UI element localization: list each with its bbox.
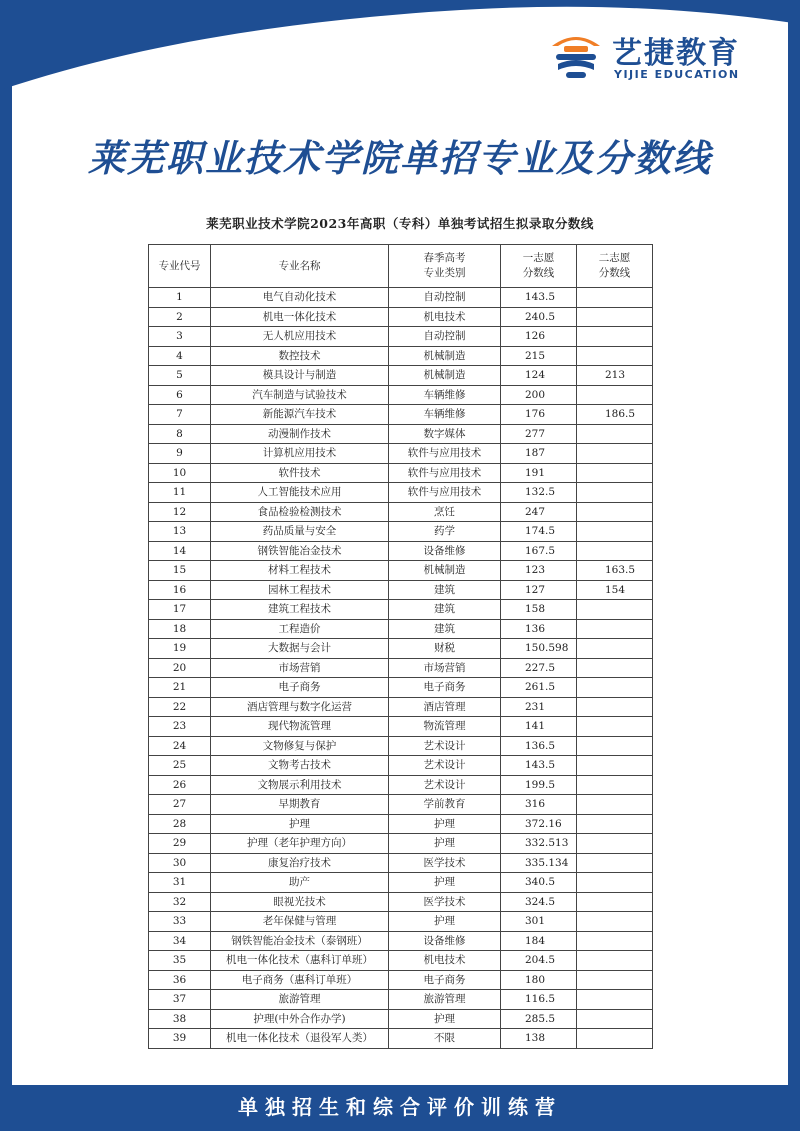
cell-first-score: 143.5: [501, 756, 577, 776]
cell-code: 23: [149, 717, 211, 737]
cell-name: 电气自动化技术: [211, 288, 389, 308]
cell-first-score: 215: [501, 346, 577, 366]
cell-category: 机电技术: [389, 307, 501, 327]
cell-code: 39: [149, 1029, 211, 1049]
cell-second-score: 213: [577, 366, 653, 386]
table-row: [149, 405, 653, 425]
cell-name: 酒店管理与数字化运营: [211, 697, 389, 717]
table-row: [149, 463, 653, 483]
cell-category: 机械制造: [389, 366, 501, 386]
cell-name: 电子商务: [211, 678, 389, 698]
table-header-row: [149, 245, 653, 288]
cell-code: 11: [149, 483, 211, 503]
cell-code: 10: [149, 463, 211, 483]
cell-code: 34: [149, 931, 211, 951]
table-row: [149, 775, 653, 795]
cell-name: 旅游管理: [211, 990, 389, 1010]
cell-first-score: 247: [501, 502, 577, 522]
cell-name: 护理（老年护理方向）: [211, 834, 389, 854]
cell-name: 新能源汽车技术: [211, 405, 389, 425]
table-row: [149, 970, 653, 990]
cell-second-score: [577, 483, 653, 503]
cell-second-score: [577, 814, 653, 834]
table-row: [149, 697, 653, 717]
footer-slogan: 单独招生和综合评价训练营: [238, 1095, 562, 1119]
cell-code: 38: [149, 1009, 211, 1029]
table-row: [149, 990, 653, 1010]
cell-first-score: 143.5: [501, 288, 577, 308]
cell-category: 自动控制: [389, 288, 501, 308]
cell-first-score: 136.5: [501, 736, 577, 756]
cell-category: 烹饪: [389, 502, 501, 522]
cell-code: 32: [149, 892, 211, 912]
cell-first-score: 180: [501, 970, 577, 990]
cell-category: 软件与应用技术: [389, 483, 501, 503]
cell-first-score: 167.5: [501, 541, 577, 561]
table-row: [149, 502, 653, 522]
header-category-line2: 专业类别: [423, 267, 466, 279]
cell-first-score: 316: [501, 795, 577, 815]
table-row: [149, 561, 653, 581]
header-category-line1: 春季高考: [423, 252, 466, 264]
cell-second-score: [577, 1009, 653, 1029]
table-row: [149, 951, 653, 971]
cell-code: 17: [149, 600, 211, 620]
cell-code: 1: [149, 288, 211, 308]
cell-first-score: 141: [501, 717, 577, 737]
cell-code: 3: [149, 327, 211, 347]
cell-name: 市场营销: [211, 658, 389, 678]
cell-second-score: [577, 463, 653, 483]
cell-category: 设备维修: [389, 931, 501, 951]
cell-name: 机电一体化技术: [211, 307, 389, 327]
cell-second-score: [577, 853, 653, 873]
cell-code: 30: [149, 853, 211, 873]
cell-code: 29: [149, 834, 211, 854]
cell-name: 动漫制作技术: [211, 424, 389, 444]
cell-category: 艺术设计: [389, 775, 501, 795]
cell-second-score: [577, 756, 653, 776]
cell-category: 护理: [389, 814, 501, 834]
cell-second-score: [577, 444, 653, 464]
cell-first-score: 136: [501, 619, 577, 639]
cell-second-score: [577, 327, 653, 347]
cell-name: 文物展示利用技术: [211, 775, 389, 795]
cell-first-score: 332.513: [501, 834, 577, 854]
cell-first-score: 335.134: [501, 853, 577, 873]
cell-first-score: 176: [501, 405, 577, 425]
cell-code: 16: [149, 580, 211, 600]
cell-second-score: 186.5: [577, 405, 653, 425]
table-row: [149, 639, 653, 659]
cell-second-score: [577, 307, 653, 327]
cell-second-score: [577, 795, 653, 815]
cell-code: 28: [149, 814, 211, 834]
table-row: [149, 658, 653, 678]
cell-first-score: 150.598: [501, 639, 577, 659]
cell-category: 自动控制: [389, 327, 501, 347]
cell-category: 不限: [389, 1029, 501, 1049]
cell-category: 财税: [389, 639, 501, 659]
cell-first-score: 184: [501, 931, 577, 951]
cell-category: 旅游管理: [389, 990, 501, 1010]
table-row: [149, 366, 653, 386]
cell-first-score: 285.5: [501, 1009, 577, 1029]
cell-code: 7: [149, 405, 211, 425]
cell-name: 机电一体化技术（退役军人类）: [211, 1029, 389, 1049]
table-row: [149, 1009, 653, 1029]
cell-second-score: [577, 892, 653, 912]
cell-second-score: 154: [577, 580, 653, 600]
cell-name: 无人机应用技术: [211, 327, 389, 347]
cell-code: 26: [149, 775, 211, 795]
cell-category: 学前教育: [389, 795, 501, 815]
cell-second-score: [577, 678, 653, 698]
table-row: [149, 1029, 653, 1049]
cell-name: 钢铁智能冶金技术（泰钢班）: [211, 931, 389, 951]
cell-name: 早期教育: [211, 795, 389, 815]
cell-code: 21: [149, 678, 211, 698]
cell-code: 31: [149, 873, 211, 893]
cell-name: 钢铁智能冶金技术: [211, 541, 389, 561]
cell-category: 软件与应用技术: [389, 463, 501, 483]
header-first-choice: [501, 245, 577, 288]
cell-code: 14: [149, 541, 211, 561]
cell-category: 护理: [389, 873, 501, 893]
brand-name: 艺捷教育: [612, 36, 740, 71]
cell-code: 36: [149, 970, 211, 990]
cell-first-score: 227.5: [501, 658, 577, 678]
brand-subtitle: YIJIE EDUCATION: [614, 68, 740, 81]
cell-category: 护理: [389, 912, 501, 932]
cell-category: 机电技术: [389, 951, 501, 971]
table-row: [149, 717, 653, 737]
table-row: [149, 853, 653, 873]
cell-name: 现代物流管理: [211, 717, 389, 737]
table-title: 莱芜职业技术学院2023年高职（专科）单独考试招生拟录取分数线: [206, 216, 594, 231]
cell-name: 人工智能技术应用: [211, 483, 389, 503]
cell-code: 2: [149, 307, 211, 327]
table-row: [149, 600, 653, 620]
cell-name: 护理(中外合作办学): [211, 1009, 389, 1029]
cell-first-score: 138: [501, 1029, 577, 1049]
cell-code: 27: [149, 795, 211, 815]
cell-code: 5: [149, 366, 211, 386]
cell-name: 工程造价: [211, 619, 389, 639]
cell-category: 设备维修: [389, 541, 501, 561]
cell-first-score: 200: [501, 385, 577, 405]
cell-second-score: [577, 990, 653, 1010]
cell-code: 9: [149, 444, 211, 464]
cell-first-score: 127: [501, 580, 577, 600]
cell-category: 物流管理: [389, 717, 501, 737]
cell-category: 艺术设计: [389, 756, 501, 776]
cell-name: 食品检验检测技术: [211, 502, 389, 522]
page-title: 莱芜职业技术学院单招专业及分数线: [88, 137, 712, 180]
cell-code: 12: [149, 502, 211, 522]
table-row: [149, 522, 653, 542]
cell-first-score: 191: [501, 463, 577, 483]
table-row: [149, 288, 653, 308]
cell-second-score: [577, 834, 653, 854]
cell-category: 药学: [389, 522, 501, 542]
cell-category: 护理: [389, 834, 501, 854]
header-second-line2: 分数线: [598, 267, 631, 279]
cell-category: 市场营销: [389, 658, 501, 678]
cell-first-score: 301: [501, 912, 577, 932]
table-row: [149, 483, 653, 503]
table-row: [149, 756, 653, 776]
cell-code: 24: [149, 736, 211, 756]
cell-name: 汽车制造与试验技术: [211, 385, 389, 405]
cell-name: 药品质量与安全: [211, 522, 389, 542]
cell-name: 电子商务（惠科订单班）: [211, 970, 389, 990]
header-first-line1: 一志愿: [522, 252, 555, 264]
cell-second-score: [577, 424, 653, 444]
cell-name: 护理: [211, 814, 389, 834]
table-row: [149, 912, 653, 932]
cell-code: 8: [149, 424, 211, 444]
cell-category: 护理: [389, 1009, 501, 1029]
cell-code: 13: [149, 522, 211, 542]
cell-first-score: 261.5: [501, 678, 577, 698]
table-row: [149, 327, 653, 347]
table-row: [149, 931, 653, 951]
cell-first-score: 240.5: [501, 307, 577, 327]
cell-category: 机械制造: [389, 561, 501, 581]
cell-second-score: [577, 619, 653, 639]
cell-second-score: [577, 697, 653, 717]
table-row: [149, 307, 653, 327]
cell-category: 车辆维修: [389, 405, 501, 425]
cell-code: 37: [149, 990, 211, 1010]
cell-category: 建筑: [389, 619, 501, 639]
table-row: [149, 678, 653, 698]
cell-second-score: [577, 658, 653, 678]
table-row: [149, 385, 653, 405]
cell-name: 园林工程技术: [211, 580, 389, 600]
cell-second-score: [577, 736, 653, 756]
header-code: 专业代号: [149, 245, 211, 288]
cell-name: 文物考古技术: [211, 756, 389, 776]
cell-first-score: 116.5: [501, 990, 577, 1010]
table-row: [149, 736, 653, 756]
cell-code: 35: [149, 951, 211, 971]
cell-second-score: 163.5: [577, 561, 653, 581]
table-row: [149, 834, 653, 854]
cell-name: 建筑工程技术: [211, 600, 389, 620]
cell-second-score: [577, 639, 653, 659]
cell-second-score: [577, 717, 653, 737]
table-body: [149, 288, 653, 1049]
cell-name: 眼视光技术: [211, 892, 389, 912]
cell-category: 电子商务: [389, 678, 501, 698]
cell-second-score: [577, 385, 653, 405]
cell-category: 医学技术: [389, 892, 501, 912]
cell-second-score: [577, 951, 653, 971]
brand-mark-icon: [548, 28, 604, 84]
cell-code: 33: [149, 912, 211, 932]
header-category: [389, 245, 501, 288]
cell-category: 机械制造: [389, 346, 501, 366]
cell-first-score: 372.16: [501, 814, 577, 834]
table-row: [149, 346, 653, 366]
cell-second-score: [577, 775, 653, 795]
cell-first-score: 124: [501, 366, 577, 386]
table-row: [149, 814, 653, 834]
cell-name: 数控技术: [211, 346, 389, 366]
table-row: [149, 541, 653, 561]
cell-code: 22: [149, 697, 211, 717]
cell-name: 模具设计与制造: [211, 366, 389, 386]
cell-second-score: [577, 873, 653, 893]
cell-first-score: 123: [501, 561, 577, 581]
cell-code: 18: [149, 619, 211, 639]
cell-category: 电子商务: [389, 970, 501, 990]
cell-name: 软件技术: [211, 463, 389, 483]
cell-category: 医学技术: [389, 853, 501, 873]
cell-name: 文物修复与保护: [211, 736, 389, 756]
cell-name: 老年保健与管理: [211, 912, 389, 932]
header-name: 专业名称: [211, 245, 389, 288]
cell-category: 数字媒体: [389, 424, 501, 444]
cell-first-score: 231: [501, 697, 577, 717]
cell-code: 15: [149, 561, 211, 581]
cell-name: 大数据与会计: [211, 639, 389, 659]
table-row: [149, 424, 653, 444]
score-document: [148, 204, 652, 1049]
cell-name: 计算机应用技术: [211, 444, 389, 464]
header-second-choice: [577, 245, 653, 288]
cell-second-score: [577, 970, 653, 990]
cell-second-score: [577, 931, 653, 951]
cell-first-score: 126: [501, 327, 577, 347]
cell-second-score: [577, 346, 653, 366]
cell-first-score: 132.5: [501, 483, 577, 503]
cell-second-score: [577, 288, 653, 308]
cell-name: 机电一体化技术（惠科订单班）: [211, 951, 389, 971]
table-row: [149, 873, 653, 893]
cell-category: 软件与应用技术: [389, 444, 501, 464]
cell-code: 20: [149, 658, 211, 678]
cell-name: 康复治疗技术: [211, 853, 389, 873]
cell-category: 车辆维修: [389, 385, 501, 405]
header-first-line2: 分数线: [522, 267, 555, 279]
cell-category: 酒店管理: [389, 697, 501, 717]
cell-first-score: 187: [501, 444, 577, 464]
cell-category: 艺术设计: [389, 736, 501, 756]
table-row: [149, 580, 653, 600]
cell-second-score: [577, 912, 653, 932]
cell-code: 19: [149, 639, 211, 659]
brand-logo: [548, 28, 768, 88]
cell-name: 助产: [211, 873, 389, 893]
cell-code: 6: [149, 385, 211, 405]
cell-name: 材料工程技术: [211, 561, 389, 581]
table-row: [149, 444, 653, 464]
cell-code: 4: [149, 346, 211, 366]
cell-first-score: 158: [501, 600, 577, 620]
cell-second-score: [577, 541, 653, 561]
cell-second-score: [577, 522, 653, 542]
table-row: [149, 795, 653, 815]
cell-category: 建筑: [389, 600, 501, 620]
cell-first-score: 199.5: [501, 775, 577, 795]
cell-code: 25: [149, 756, 211, 776]
cell-first-score: 324.5: [501, 892, 577, 912]
cell-second-score: [577, 502, 653, 522]
cell-first-score: 174.5: [501, 522, 577, 542]
score-table: [148, 244, 653, 1049]
cell-category: 建筑: [389, 580, 501, 600]
cell-first-score: 277: [501, 424, 577, 444]
cell-second-score: [577, 1029, 653, 1049]
table-row: [149, 892, 653, 912]
table-row: [149, 619, 653, 639]
cell-first-score: 204.5: [501, 951, 577, 971]
cell-first-score: 340.5: [501, 873, 577, 893]
cell-second-score: [577, 600, 653, 620]
header-second-line1: 二志愿: [598, 252, 631, 264]
